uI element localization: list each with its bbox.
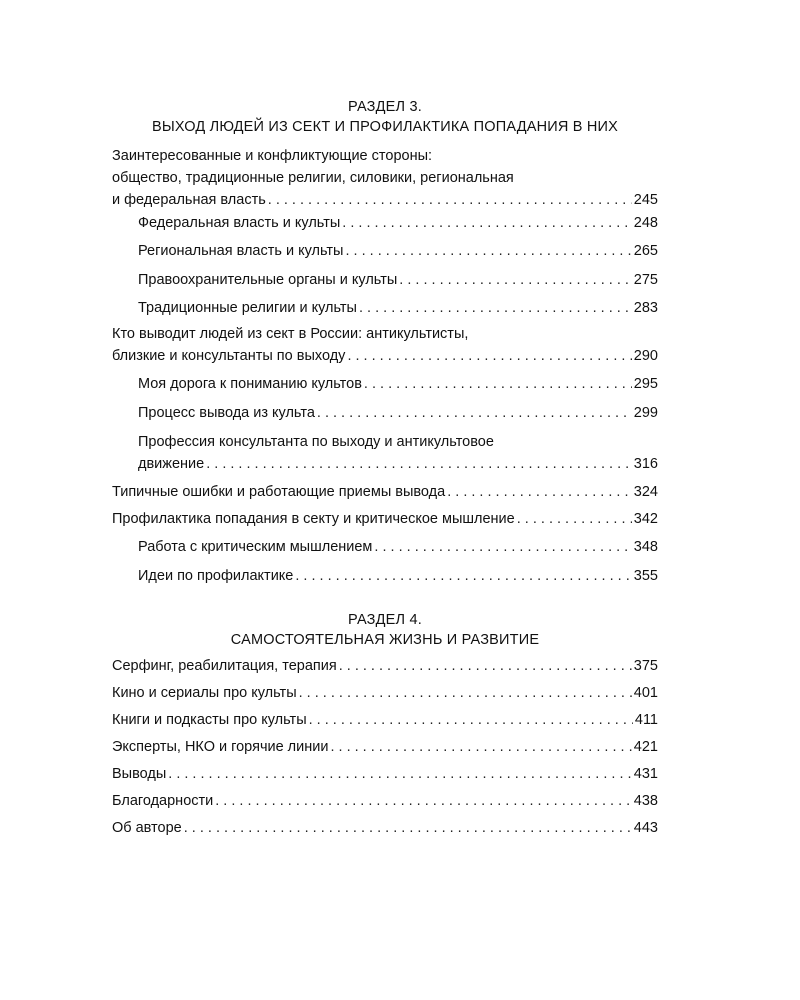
toc-entry-title: Выводы <box>112 766 167 782</box>
toc-entry[interactable] <box>112 817 658 839</box>
dot-leader <box>184 817 632 839</box>
toc-subentry[interactable] <box>138 297 658 319</box>
section-3-title: ВЫХОД ЛЮДЕЙ ИЗ СЕКТ И ПРОФИЛАКТИКА ПОПАДАНИЯ В НИХ <box>151 119 619 135</box>
dot-leader <box>517 508 632 530</box>
toc-entry-title: Типичные ошибки и работающие приемы вывода <box>112 484 446 500</box>
toc-subentry[interactable] <box>138 212 658 234</box>
toc-entry-page: 265 <box>633 243 658 259</box>
toc-subentry[interactable] <box>138 536 658 558</box>
toc-subentry[interactable] <box>138 402 658 424</box>
toc-entry-title: и федеральная власть <box>112 192 266 208</box>
toc-entry-page: 299 <box>633 405 658 421</box>
toc-entry-title: Моя дорога к пониманию культов <box>138 376 362 392</box>
toc-entry-title: Региональная власть и культы <box>138 243 344 259</box>
toc-entry-page: 248 <box>633 215 658 231</box>
dot-leader <box>374 536 631 558</box>
toc-entry-title: близкие и консультанты по выходу <box>112 348 346 364</box>
toc-entry-page: 342 <box>633 511 658 527</box>
toc-entry-page: 401 <box>633 685 658 701</box>
dot-leader <box>215 790 632 812</box>
dot-leader <box>168 763 632 785</box>
toc-entry-text-line: общество, традиционные религии, силовики, региональная <box>112 170 514 186</box>
toc-entry-title: Об авторе <box>112 820 182 836</box>
dot-leader <box>299 682 632 704</box>
toc-entry-page: 316 <box>633 456 658 472</box>
toc-entry-text-line: Кто выводит людей из сект в России: антикультисты, <box>112 326 469 342</box>
dot-leader <box>447 481 632 503</box>
toc-entry-page: 438 <box>633 793 658 809</box>
toc-subentry[interactable] <box>138 431 658 475</box>
toc-entry-title: Книги и подкасты про культы <box>112 712 307 728</box>
toc-entry-page: 295 <box>633 376 658 392</box>
toc-entry[interactable] <box>112 655 658 677</box>
dot-leader <box>342 212 632 234</box>
toc-entry-title: Процесс вывода из культа <box>138 405 315 421</box>
section-4-header <box>112 610 658 650</box>
dot-leader <box>330 736 631 758</box>
toc-entry[interactable] <box>112 508 658 530</box>
dot-leader <box>399 269 632 291</box>
toc-entry-page: 324 <box>633 484 658 500</box>
toc-entry-title: Работа с критическим мышлением <box>138 539 373 555</box>
dot-leader <box>309 709 633 731</box>
toc-entry-page: 411 <box>634 712 658 728</box>
toc-entry[interactable] <box>112 763 658 785</box>
dot-leader <box>364 373 632 395</box>
dot-leader <box>317 402 632 424</box>
toc-subentry[interactable] <box>138 565 658 587</box>
dot-leader <box>295 565 631 587</box>
toc-entry-title: Идеи по профилактике <box>138 568 294 584</box>
toc-entry-page: 283 <box>633 300 658 316</box>
toc-entry-title: Федеральная власть и культы <box>138 215 341 231</box>
dot-leader <box>359 297 632 319</box>
toc-entry-page: 275 <box>633 272 658 288</box>
toc-entry[interactable] <box>112 682 658 704</box>
toc-entry-title: Кино и сериалы про культы <box>112 685 297 701</box>
toc-entry-title: Традиционные религии и культы <box>138 300 357 316</box>
dot-leader <box>347 345 631 367</box>
dot-leader <box>345 240 631 262</box>
toc-entry-title: Благодарности <box>112 793 214 809</box>
toc-entry[interactable] <box>112 790 658 812</box>
toc-entry-page: 421 <box>633 739 658 755</box>
toc-entry-page: 348 <box>633 539 658 555</box>
dot-leader <box>339 655 632 677</box>
toc-entry-text-line: Заинтересованные и конфликтующие стороны: <box>112 148 433 164</box>
toc-entry-title: Эксперты, НКО и горячие линии <box>112 739 329 755</box>
section-3-label: РАЗДЕЛ 3. <box>348 99 422 115</box>
toc-entry-page: 355 <box>633 568 658 584</box>
toc-entry-page: 375 <box>633 658 658 674</box>
toc-entry[interactable] <box>112 323 658 367</box>
toc-entry-title: движение <box>138 456 205 472</box>
section-3-header <box>112 97 658 137</box>
toc-subentry[interactable] <box>138 269 658 291</box>
toc-entry-page: 290 <box>633 348 658 364</box>
toc-entry-page: 245 <box>633 192 658 208</box>
section-4-label: РАЗДЕЛ 4. <box>348 612 422 628</box>
dot-leader <box>206 453 632 475</box>
toc-entry[interactable] <box>112 481 658 503</box>
toc-entry-title: Серфинг, реабилитация, терапия <box>112 658 337 674</box>
toc-entry-title: Профилактика попадания в секту и критическое мышление <box>112 511 515 527</box>
toc-entry-title: Правоохранительные органы и культы <box>138 272 398 288</box>
toc-entry-page: 431 <box>633 766 658 782</box>
toc-entry[interactable] <box>112 145 658 211</box>
toc-entry-page: 443 <box>633 820 658 836</box>
section-4-title: САМОСТОЯТЕЛЬНАЯ ЖИЗНЬ И РАЗВИТИЕ <box>230 632 540 648</box>
toc-subentry[interactable] <box>138 240 658 262</box>
toc-entry[interactable] <box>112 709 658 731</box>
toc-entry-text-line: Профессия консультанта по выходу и антикультовое <box>138 434 494 450</box>
dot-leader <box>268 189 632 211</box>
toc-entry[interactable] <box>112 736 658 758</box>
toc-subentry[interactable] <box>138 373 658 395</box>
